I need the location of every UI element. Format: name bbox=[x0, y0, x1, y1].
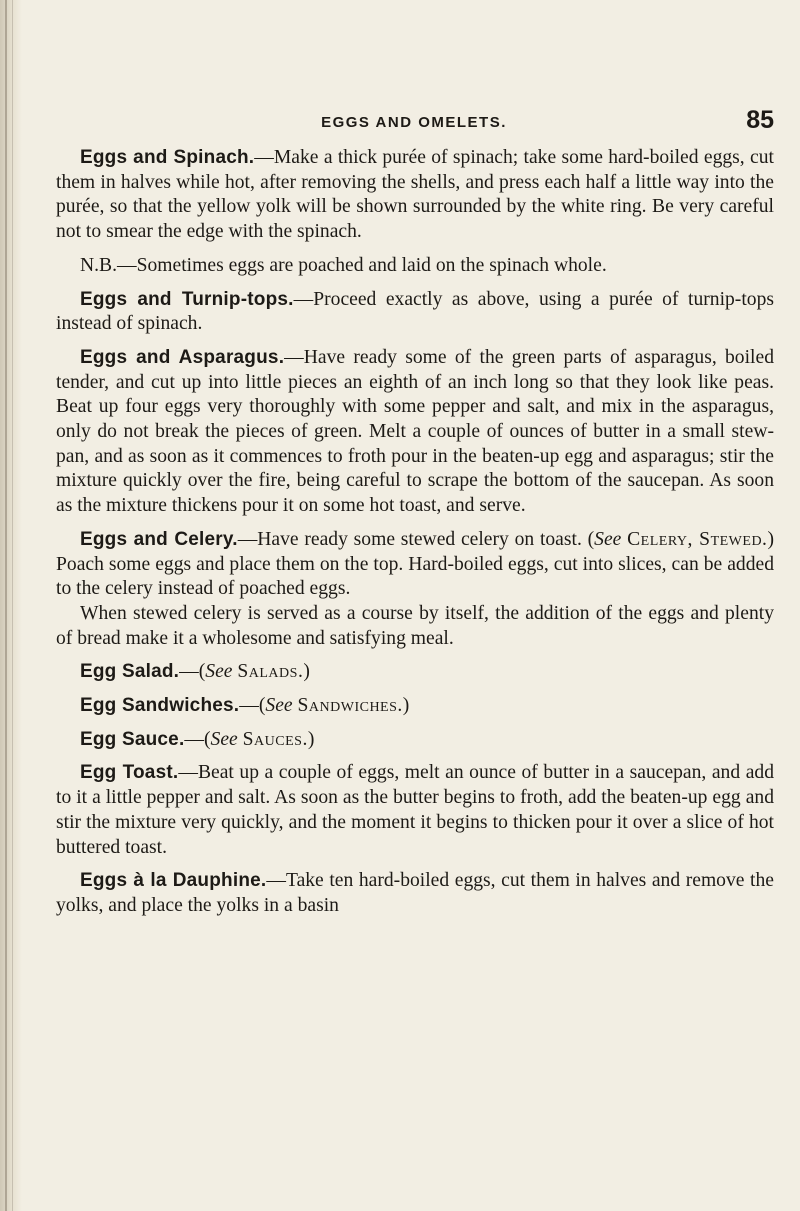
cross-reference: Salads. bbox=[237, 661, 304, 683]
entry-text: —Proceed exactly as above, using a purée of turnip-tops instead of spinach. bbox=[56, 288, 774, 335]
see-reference: See bbox=[594, 528, 622, 550]
page-header bbox=[54, 108, 774, 138]
entry-eggs-a-la-dauphine bbox=[56, 869, 774, 918]
entry-eggs-and-celery bbox=[56, 528, 774, 602]
entry-eggs-and-turnip-tops bbox=[56, 288, 774, 337]
dash: —( bbox=[179, 661, 206, 683]
celery-paragraph bbox=[56, 602, 774, 651]
entry-egg-toast bbox=[56, 761, 774, 860]
dash: —( bbox=[184, 728, 211, 750]
entry-text: —Have ready some stewed celery on toast. ( bbox=[237, 528, 595, 550]
close-paren: ) bbox=[402, 695, 410, 717]
entry-title: Eggs and Spinach. bbox=[80, 147, 255, 168]
page-body bbox=[56, 146, 774, 928]
note-text: N.B.—Sometimes eggs are poached and laid on the spinach whole. bbox=[80, 254, 607, 276]
cross-reference: Sauces. bbox=[242, 728, 308, 750]
entry-title: Egg Sauce. bbox=[80, 728, 185, 750]
cross-reference: Sandwiches. bbox=[297, 695, 403, 717]
page-number: 85 bbox=[746, 106, 774, 134]
dash: —( bbox=[239, 695, 266, 717]
see-reference: See bbox=[205, 661, 233, 683]
entry-text: —Make a thick purée of spinach; take some hard-boiled eggs, cut them in halves while hot, after removing the shells, and press each half a little way into the purée, so that the yellow yolk will be shown surrounded by the white ring. Be very careful not to smear the edge with the spinach. bbox=[56, 147, 774, 243]
entry-egg-sandwiches bbox=[56, 694, 774, 719]
entry-title: Egg Salad. bbox=[80, 661, 180, 683]
entry-egg-salad bbox=[56, 660, 774, 685]
entry-text: ) Poach some eggs and place them on the top. Hard-boiled eggs, cut into slices, can be added to the celery instead of poached eggs. bbox=[56, 528, 774, 600]
entry-eggs-and-asparagus bbox=[56, 346, 774, 519]
entry-title: Egg Toast. bbox=[80, 762, 179, 784]
note-paragraph bbox=[56, 254, 774, 279]
close-paren: ) bbox=[307, 728, 315, 750]
entry-egg-sauce bbox=[56, 728, 774, 753]
paragraph-text: When stewed celery is served as a course by itself, the addition of the eggs and plenty of bread make it a wholesome and satisfying meal. bbox=[56, 602, 774, 649]
binding-line bbox=[5, 0, 7, 1211]
entry-title: Eggs and Turnip-tops. bbox=[80, 288, 294, 310]
entry-title: Eggs à la Dauphine. bbox=[80, 870, 267, 892]
book-spine-shadow bbox=[0, 0, 22, 1211]
entry-title: Eggs and Asparagus. bbox=[80, 346, 285, 368]
see-reference: See bbox=[210, 728, 238, 750]
entry-eggs-and-spinach bbox=[56, 146, 774, 245]
binding-line-inner bbox=[12, 0, 13, 1211]
entry-title: Eggs and Celery. bbox=[80, 528, 238, 550]
entry-title: Egg Sandwiches. bbox=[80, 695, 240, 717]
entry-text: —Take ten hard-boiled eggs, cut them in halves and remove the yolks, and place the yolks in a basin bbox=[56, 870, 774, 916]
cross-reference: Celery, Stewed. bbox=[627, 528, 768, 550]
see-reference: See bbox=[265, 695, 293, 717]
close-paren: ) bbox=[303, 661, 310, 683]
running-head: EGGS AND OMELETS. bbox=[321, 114, 507, 131]
entry-text: —Beat up a couple of eggs, melt an ounce of butter in a saucepan, and add to it a little pepper and salt. As soon as the butter begins to froth, add the beaten-up egg and stir the mixture very quickly, and the moment it begins to thicken pour it over a slice of hot buttered toast. bbox=[56, 762, 774, 858]
entry-text: —Have ready some of the green parts of asparagus, boiled tender, and cut up into little pieces an eighth of an inch long so that they look like peas. Beat up four eggs very thoroughly with some pepper and salt, and mix in the asparagus, only do not break the pieces of green. Melt a couple of ounces of butter in a small stew-pan, and as soon as it commences to froth pour in the beaten-up egg and asparagus; stir the mixture quickly over the fire, being careful to scrape the bottom of the saucepan. As soon as the mixture thickens pour it on some hot toast, and serve. bbox=[56, 346, 774, 517]
